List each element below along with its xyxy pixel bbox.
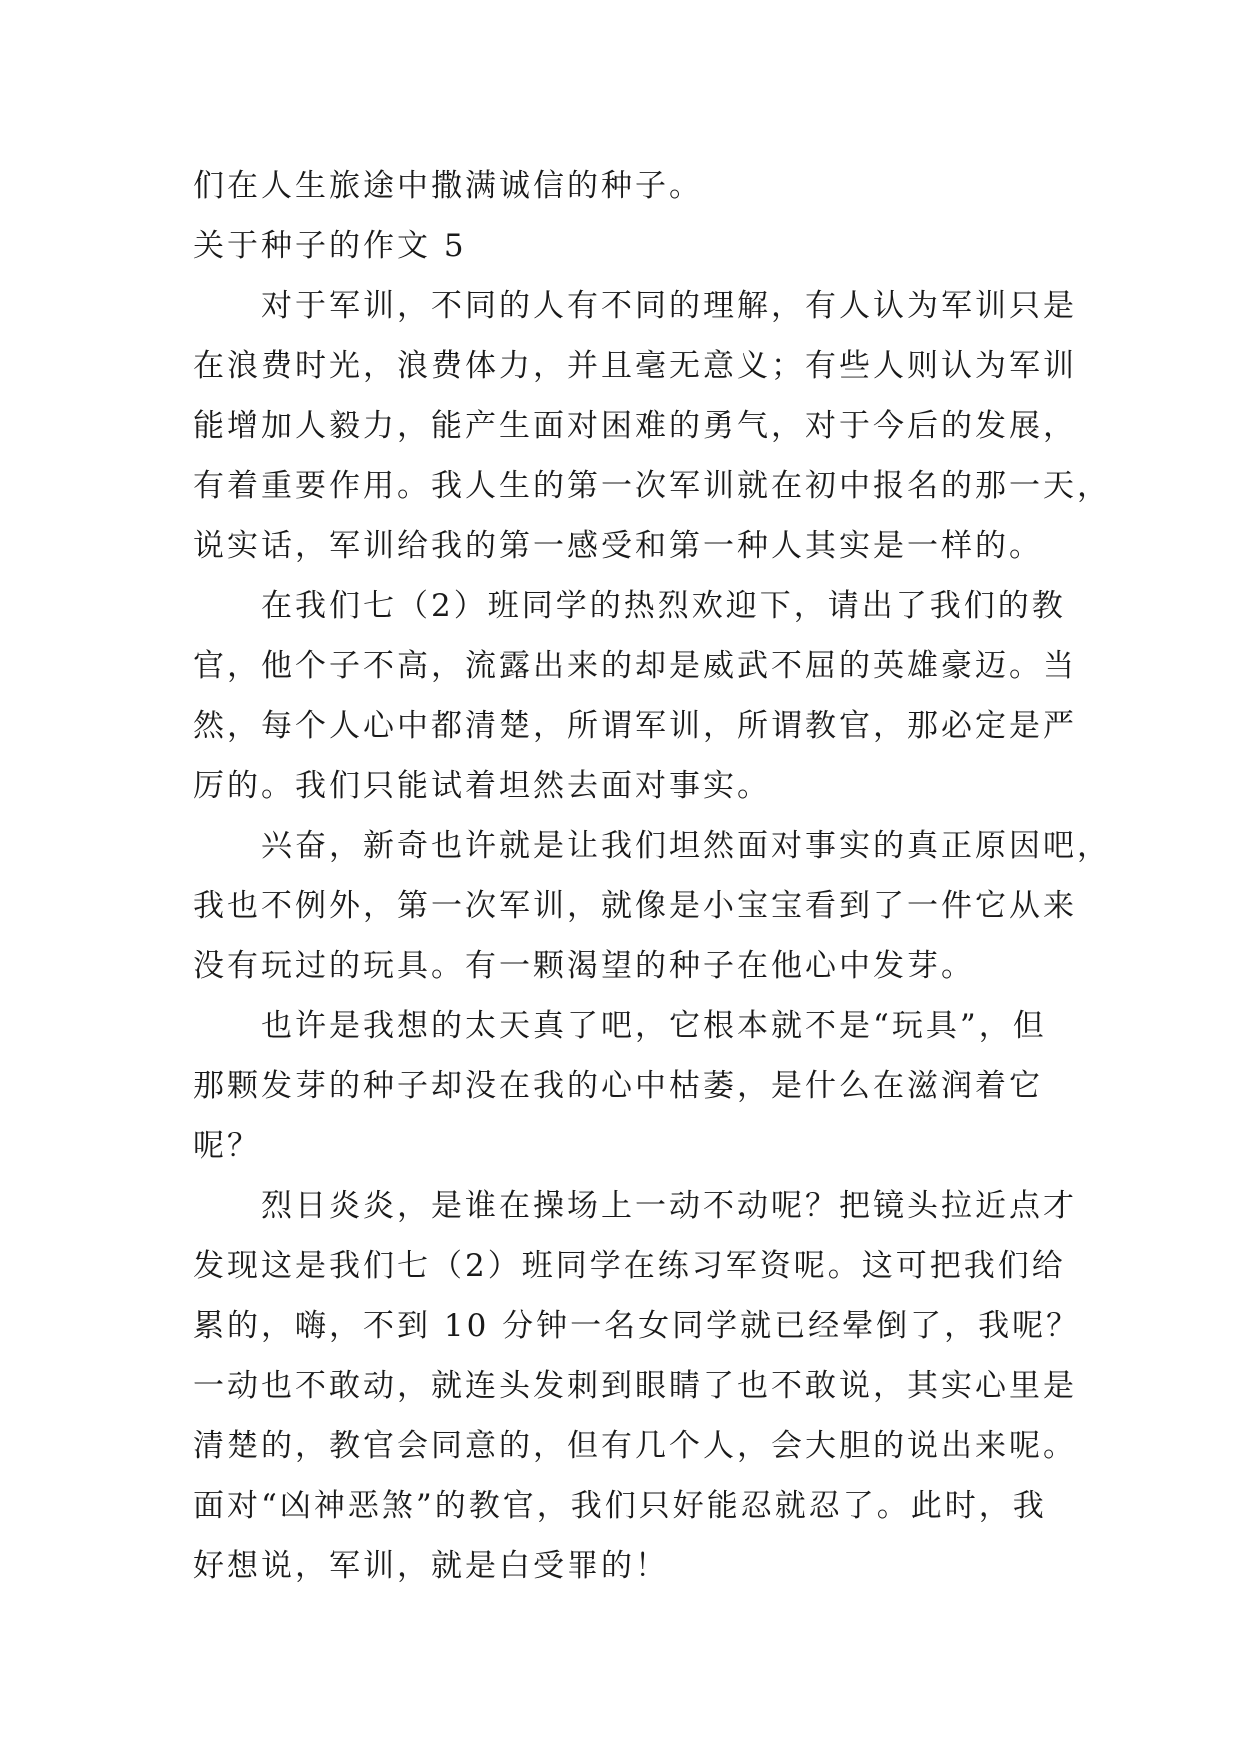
text-line: 官，他个子不高，流露出来的却是威武不屈的英雄豪迈。当 [193,648,1077,684]
document-body [193,156,1111,1596]
text-line: 发现这是我们七（2）班同学在练习军资呢。这可把我们给 [193,1248,1066,1284]
text-line: 我也不例外，第一次军训，就像是小宝宝看到了一件它从来 [193,888,1077,924]
text-line: 也许是我想的太天真了吧，它根本就不是“玩具”，但 [261,1008,1047,1044]
text-line: 能增加人毅力，能产生面对困难的勇气，对于今后的发展， [193,408,1077,444]
text-line: 兴奋，新奇也许就是让我们坦然面对事实的真正原因吧， [261,828,1111,864]
text-line: 累的，嗨，不到 10 分钟一名女同学就已经晕倒了，我呢？ [193,1308,1081,1344]
essay-heading: 关于种子的作文 5 [193,228,467,264]
text-line: 好想说，军训，就是白受罪的！ [193,1548,669,1584]
text-line: 没有玩过的玩具。有一颗渴望的种子在他心中发芽。 [193,948,975,984]
text-line: 在我们七（2）班同学的热烈欢迎下，请出了我们的教 [261,588,1066,624]
text-line: 面对“凶神恶煞”的教官，我们只好能忍就忍了。此时，我 [193,1488,1047,1524]
text-line: 烈日炎炎，是谁在操场上一动不动呢？把镜头拉近点才 [261,1188,1077,1224]
text-line: 对于军训，不同的人有不同的理解，有人认为军训只是 [261,288,1077,324]
text-line: 在浪费时光，浪费体力，并且毫无意义；有些人则认为军训 [193,348,1077,384]
text-line: 那颗发芽的种子却没在我的心中枯萎，是什么在滋润着它 [193,1068,1043,1104]
text-line: 然，每个人心中都清楚，所谓军训，所谓教官，那必定是严 [193,708,1077,744]
text-line: 一动也不敢动，就连头发刺到眼睛了也不敢说，其实心里是 [193,1368,1077,1404]
text-line: 有着重要作用。我人生的第一次军训就在初中报名的那一天， [193,468,1111,504]
text-line: 清楚的，教官会同意的，但有几个人，会大胆的说出来呢。 [193,1428,1077,1464]
text-line: 厉的。我们只能试着坦然去面对事实。 [193,768,771,804]
text-line: 们在人生旅途中撒满诚信的种子。 [193,168,703,204]
text-line: 呢？ [193,1128,261,1164]
text-line: 说实话，军训给我的第一感受和第一种人其实是一样的。 [193,528,1043,564]
